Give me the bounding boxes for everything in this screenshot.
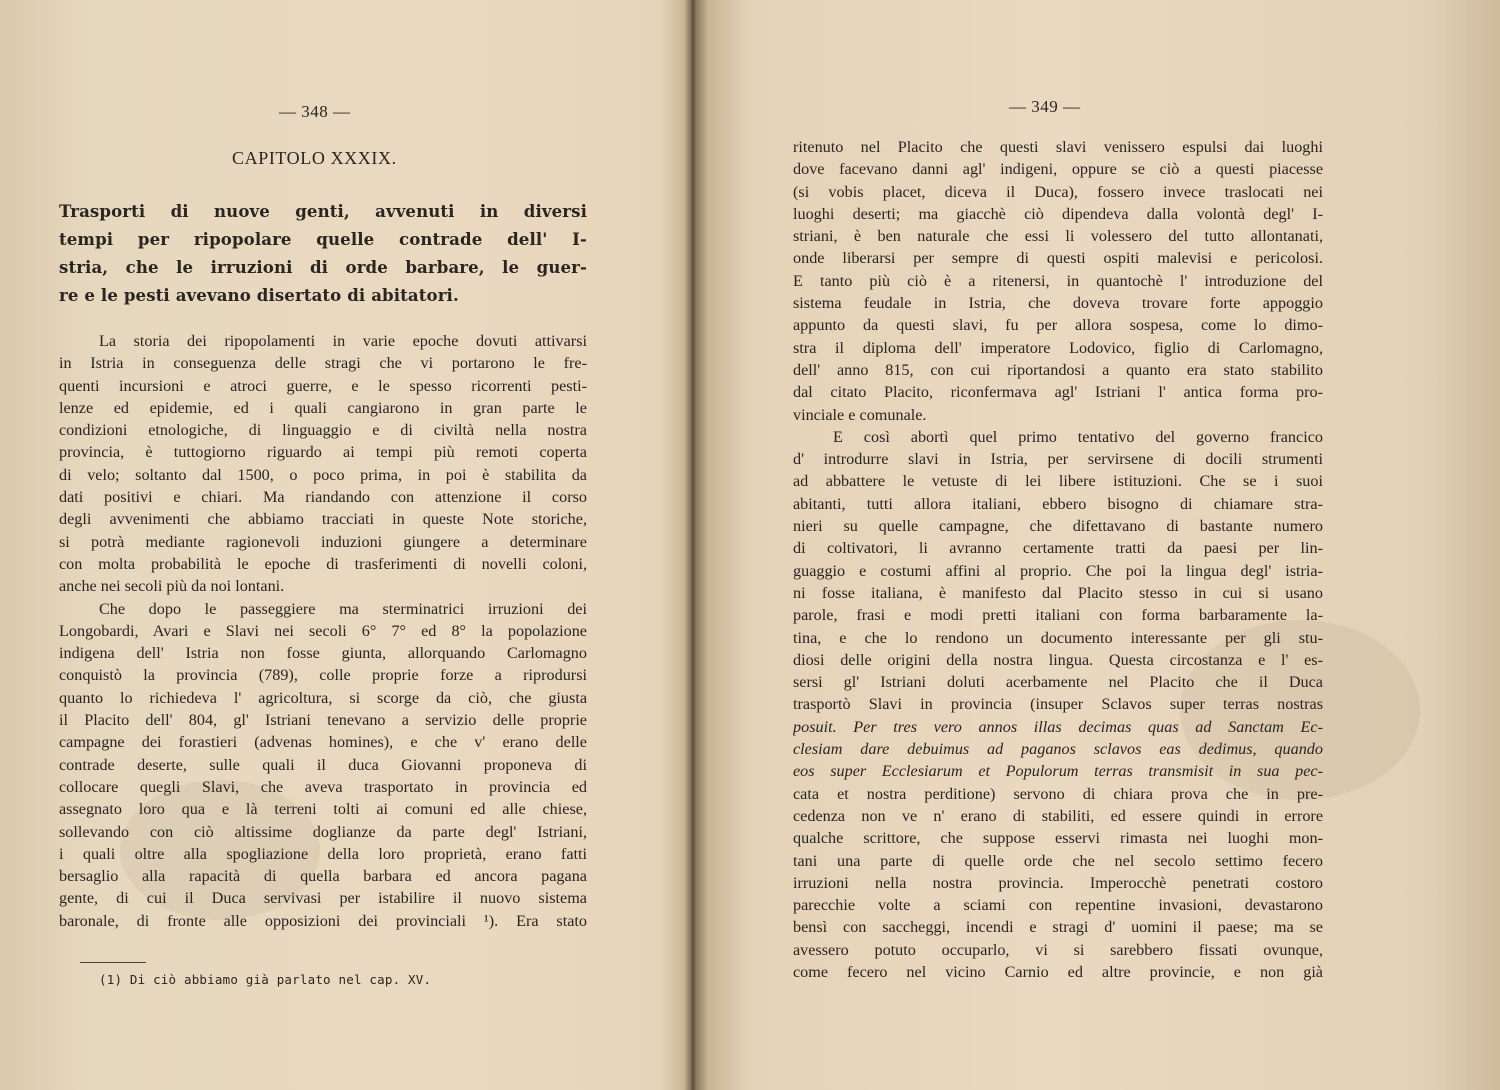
text-line: di velo; soltanto dal 1500, o poco prima, in poi è stabilita da [59,465,587,484]
text-line: stra il diploma dell' imperatore Lodovico, figlio di Carlomagno, [793,338,1323,357]
text-line: il Placito dell' 804, gl' Istriani tenevano a servizio delle proprie [59,711,587,730]
text-line: con molta probabilità le epoche di trasferimenti di novelli coloni, [59,554,587,573]
chapter-heading [59,197,587,309]
text-line: bersaglio alla rapacità di quella barbara ed ancora pagana [59,867,587,886]
text-line: La storia dei ripopolamenti in varie epoche dovuti attivarsi [99,332,587,350]
left-page [0,0,688,1090]
text-line: vinciale e comunale. [793,405,927,424]
text-line: sollevando con ciò altissime doglianze da parte degl' Istriani, [59,822,587,841]
text-line: Che dopo le passeggiere ma sterminatrici irruzioni dei [99,599,587,618]
text-line: dove facevano danni agl' indigeni, oppure se ciò a questi piacesse [793,160,1323,179]
text-line: anche nei secoli più da noi lontani. [59,577,285,596]
text-line: sersi gl' Istriani doluti acerbamente nel Placito che il Duca [793,673,1323,692]
right-page [698,0,1500,1090]
text-line: provincia, è tuttogiorno riguardo ai tempi più remoti coperta [59,443,587,462]
text-line: Longobardi, Avari e Slavi nei secoli 6° 7° ed 8° la popolazione [59,621,587,640]
text-line: onde liberarsi per sempre di questi ospiti malevisi e pericolosi. [793,249,1323,268]
page-number: — 348 — [279,102,351,121]
latin-quote-line: posuit. Per tres vero annos illas decimas quas ad Sanctam Ec- [793,717,1323,736]
text-line: diosi delle origini della nostra lingua. Questa circostanza e l' es- [793,650,1323,669]
text-line: come fecero nel vicino Carnio ed altre provincie, e non già [793,962,1323,981]
text-line: (si vobis placet, diceva il Duca), fossero invece traslocati nei [793,182,1323,201]
text-line: si potrà mediante ragionevoli induzioni giungere a determinare [59,532,587,551]
text-line: E tanto più ciò è a ritenersi, in quantochè l' introduzione del [793,271,1323,290]
text-line: E così abortì quel primo tentativo del governo francico [833,427,1323,446]
heading-line: stria, che le irruzioni di orde barbare, le guer- [59,257,587,277]
text-line: d' introdurre slavi in Istria, per servirsene di docili strumenti [793,450,1323,469]
body-text [793,136,1323,983]
text-line: dati positivi e chiari. Ma riandando con attenzione il corso [59,488,587,507]
heading-line: tempi per ripopolare quelle contrade dell' I- [59,229,587,249]
text-line: di coltivatori, li avranno certamente tratti da paesi per lin- [793,539,1323,558]
text-line: cata et nostra perditione) servono di chiara prova che in pre- [793,784,1323,803]
text-line: degli avvenimenti che abbiamo tracciati in queste Note storiche, [59,510,587,529]
text-line: baronale, di fronte alle opposizioni dei provinciali ¹). Era stato [59,911,587,930]
text-line: bensì con saccheggi, incendi e stragi d' uomini il paese; ma se [793,918,1323,937]
latin-quote-line: eos super Ecclesiarum et Populorum terras transmisit in sua pec- [793,762,1323,781]
text-line: conquistò la provincia (789), colle proprie forze a riprodursi [59,666,587,685]
page-number: — 349 — [1009,97,1081,116]
text-line: guaggio e costumi affini al proprio. Che poi la lingua degl' istria- [793,561,1323,580]
chapter-title: CAPITOLO XXXIX. [232,148,397,168]
text-line: quanto lo richiedeva l' agricoltura, si scorge da ciò, che giusta [59,688,587,707]
text-line: contrade deserte, sulle quali il duca Giovanni proponeva di [59,755,587,774]
text-line: trasportò Slavi in provincia (insuper Sclavos super terras nostras [793,695,1323,714]
text-line: campagne dei forastieri (advenas homines), e che v' erano delle [59,733,587,752]
text-line: dal citato Placito, riconfermava agl' Istriani l' antica forma pro- [793,383,1323,402]
text-line: qualche scrittore, che suppose esservi rimasta nei luoghi mon- [793,829,1323,848]
text-line: i quali oltre alla spogliazione della loro proprietà, erano fatti [59,844,587,863]
text-line: tani una parte di quelle orde che nel secolo settimo fecero [793,851,1323,870]
text-line: parole, frasi e modi pretti italiani con forma barbaramente la- [793,606,1323,625]
text-line: ritenuto nel Placito che questi slavi venissero espulsi dai luoghi [793,138,1323,156]
text-line: dell' anno 815, con cui riportandosi a quanto era stato stabilito [793,360,1323,379]
text-line: in Istria in conseguenza delle stragi che vi portarono le fre- [59,354,587,373]
text-line: ad abbattere le vetuste di lei libere istituzioni. Che se i suoi [793,472,1323,491]
text-line: abitanti, tutti allora italiani, ebbero bisogno di chiamare stra- [793,494,1323,513]
text-line: tina, e che lo rendono un documento interessante per gli stu- [793,628,1323,647]
text-line: assegnato loro qua e là terreni tolti ai comuni ed alle chiese, [59,800,587,819]
heading-line: re e le pesti avevano disertato di abitatori. [59,285,459,305]
text-line: sistema feudale in Istria, che doveva trovare forte appoggio [793,294,1323,313]
text-line: nieri su quelle campagne, che difettavano di bastante numero [793,517,1323,536]
heading-line: Trasporti di nuove genti, avvenuti in diversi [59,201,587,221]
text-line: appunto da questi slavi, fu per allora sospesa, come lo dimo- [793,316,1323,335]
text-line: collocare quegli Slavi, che aveva trasportato in provincia ed [59,777,587,796]
text-line: condizioni etnologiche, di linguaggio e di civiltà nella nostra [59,421,587,440]
latin-quote-line: clesiam dare debuimus ad paganos sclavos eas dedimus, quando [793,740,1323,759]
text-line: gente, di cui il Duca servivasi per istabilire il nuovo sistema [59,889,587,908]
text-line: quenti incursioni e atroci guerre, e le spesso ricorrenti pesti- [59,376,587,395]
text-line: lenze ed epidemie, ed i quali cangiarono in gran parte le [59,398,587,417]
text-line: avessero potuto occuparlo, vi si sarebbero fissati ovunque, [793,940,1323,959]
text-line: ni fosse italiana, è manifesto dal Placito stesso in cui si usano [793,583,1323,602]
text-line: cedenza non ve n' erano di stabiliti, ed essere quindi in errore [793,806,1323,825]
footnote-rule [80,962,146,963]
text-line: parecchie volte a sciami con repentine invasioni, devastarono [793,896,1323,915]
body-text [59,330,587,932]
text-line: irruzioni nella nostra provincia. Imperocchè penetrati costoro [793,873,1323,892]
text-line: striani, è ben naturale che essi li volessero del tutto allontanati, [793,227,1323,246]
text-line: indigena dell' Istria non fosse giunta, allorquando Carlomagno [59,644,587,663]
footnote: (1) Di ciò abbiamo già parlato nel cap. XV. [99,972,432,987]
text-line: luoghi deserti; ma giacchè ciò dipendeva dalla volontà degl' I- [793,204,1323,223]
